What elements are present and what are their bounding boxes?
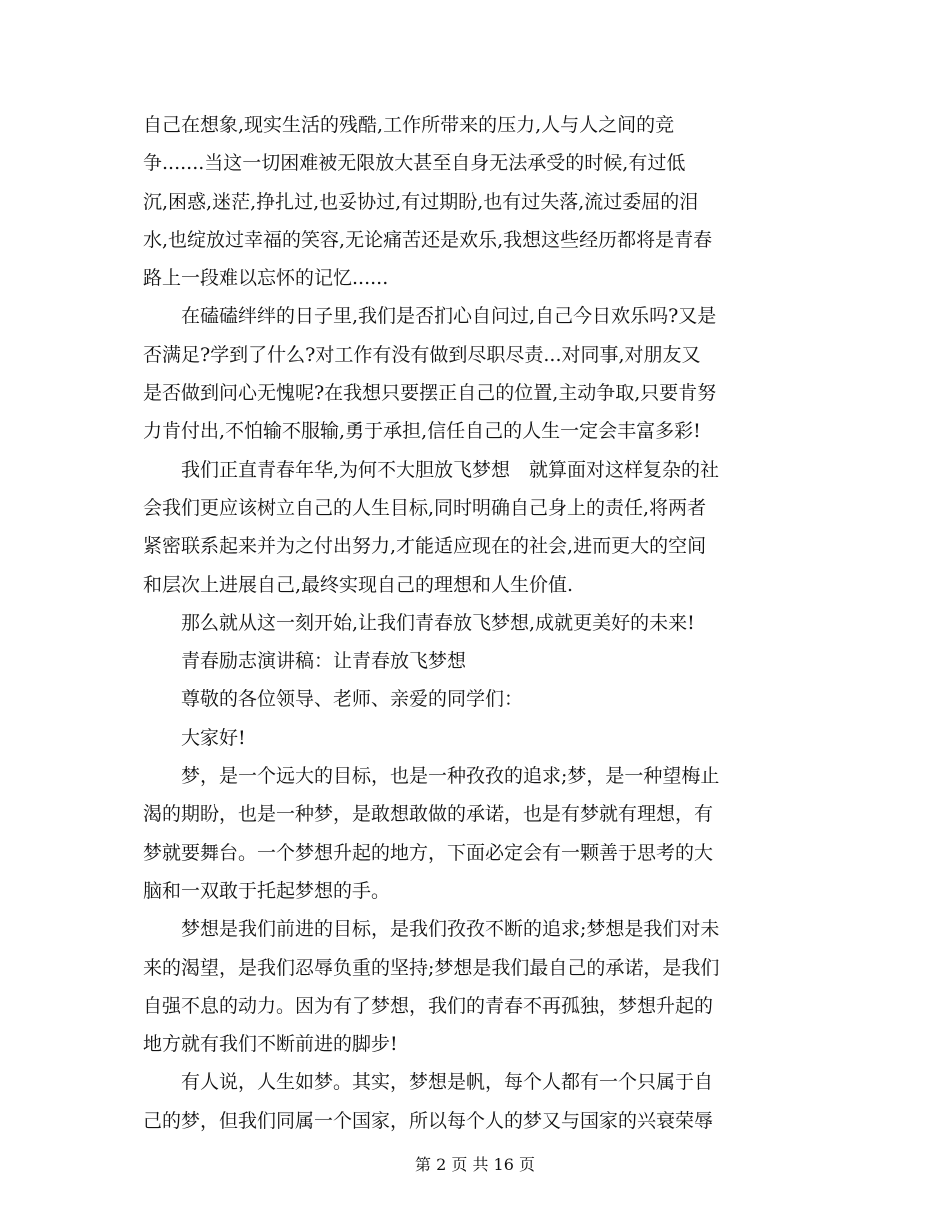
text-line: 自己在想象,现实生活的残酷,工作所带来的压力,人与人之间的竞: [143, 114, 675, 136]
text-line: 和层次上进展自己,最终实现自己的理想和人生价值.: [143, 573, 574, 596]
text-line: 梦想是我们前进的目标，是我们孜孜不断的追求;梦想是我们对未: [143, 918, 720, 941]
text-line: 那么就从这一刻开始,让我们青春放飞梦想,成就更美好的未来!: [143, 611, 695, 634]
text-line: 在磕磕绊绊的日子里,我们是否扪心自问过,自己今日欢乐吗?又是: [143, 305, 717, 328]
page-footer: 第 2 页 共 16 页: [415, 1155, 535, 1174]
text-line: 紧密联系起来并为之付出努力,才能适应现在的社会,进而更大的空间: [143, 535, 707, 558]
text-line: 沉,困惑,迷茫,挣扎过,也妥协过,有过期盼,也有过失落,流过委屈的泪: [143, 190, 699, 213]
body-text: [143, 106, 813, 1140]
text-line: 会我们更应该树立自己的人生目标,同时明确自己身上的责任,将两者: [143, 496, 707, 519]
text-line: 脑和一双敢于托起梦想的手。: [143, 879, 391, 902]
text-line: 地方就有我们不断前进的脚步!: [143, 1033, 398, 1056]
text-line: 己的梦，但我们同属一个国家，所以每个人的梦又与国家的兴衰荣辱: [143, 1109, 714, 1132]
text-line: 争.......当这一切困难被无限放大甚至自身无法承受的时候,有过低: [143, 152, 686, 175]
text-line: 是否做到问心无愧呢?在我想只要摆正自己的位置,主动争取,只要肯努: [143, 382, 717, 405]
text-line: 我们正直青春年华,为何不大胆放飞梦想 就算面对这样复杂的社: [143, 458, 720, 481]
text-line: 路上一段难以忘怀的记忆......: [143, 267, 389, 290]
text-line: 力肯付出,不怕输不服输,勇于承担,信任自己的人生一定会丰富多彩!: [143, 420, 701, 443]
text-line: 来的渴望，是我们忍辱负重的坚持;梦想是我们最自己的承诺，是我们: [143, 956, 720, 979]
text-line: 梦就要舞台。一个梦想升起的地方，下面必定会有一颗善于思考的大: [143, 841, 714, 864]
salutation: 尊敬的各位领导、老师、亲爱的同学们：: [143, 688, 524, 711]
text-line: 梦，是一个远大的目标，也是一种孜孜的追求;梦，是一种望梅止: [143, 765, 720, 788]
text-line: 水,也绽放过幸福的笑容,无论痛苦还是欢乐,我想这些经历都将是青春: [143, 228, 713, 251]
text-line: 自强不息的动力。因为有了梦想，我们的青春不再孤独，梦想升起的: [143, 994, 714, 1017]
text-line: 否满足?学到了什么?对工作有没有做到尽职尽责...对同事,对朋友又: [143, 343, 701, 366]
text-line: 有人说，人生如梦。其实，梦想是帆，每个人都有一个只属于自: [143, 1071, 714, 1094]
section-title: 青春励志演讲稿：让青春放飞梦想: [143, 650, 467, 673]
text-line: 渴的期盼，也是一种梦，是敢想敢做的承诺，也是有梦就有理想，有: [143, 803, 714, 826]
greeting: 大家好!: [143, 726, 246, 749]
